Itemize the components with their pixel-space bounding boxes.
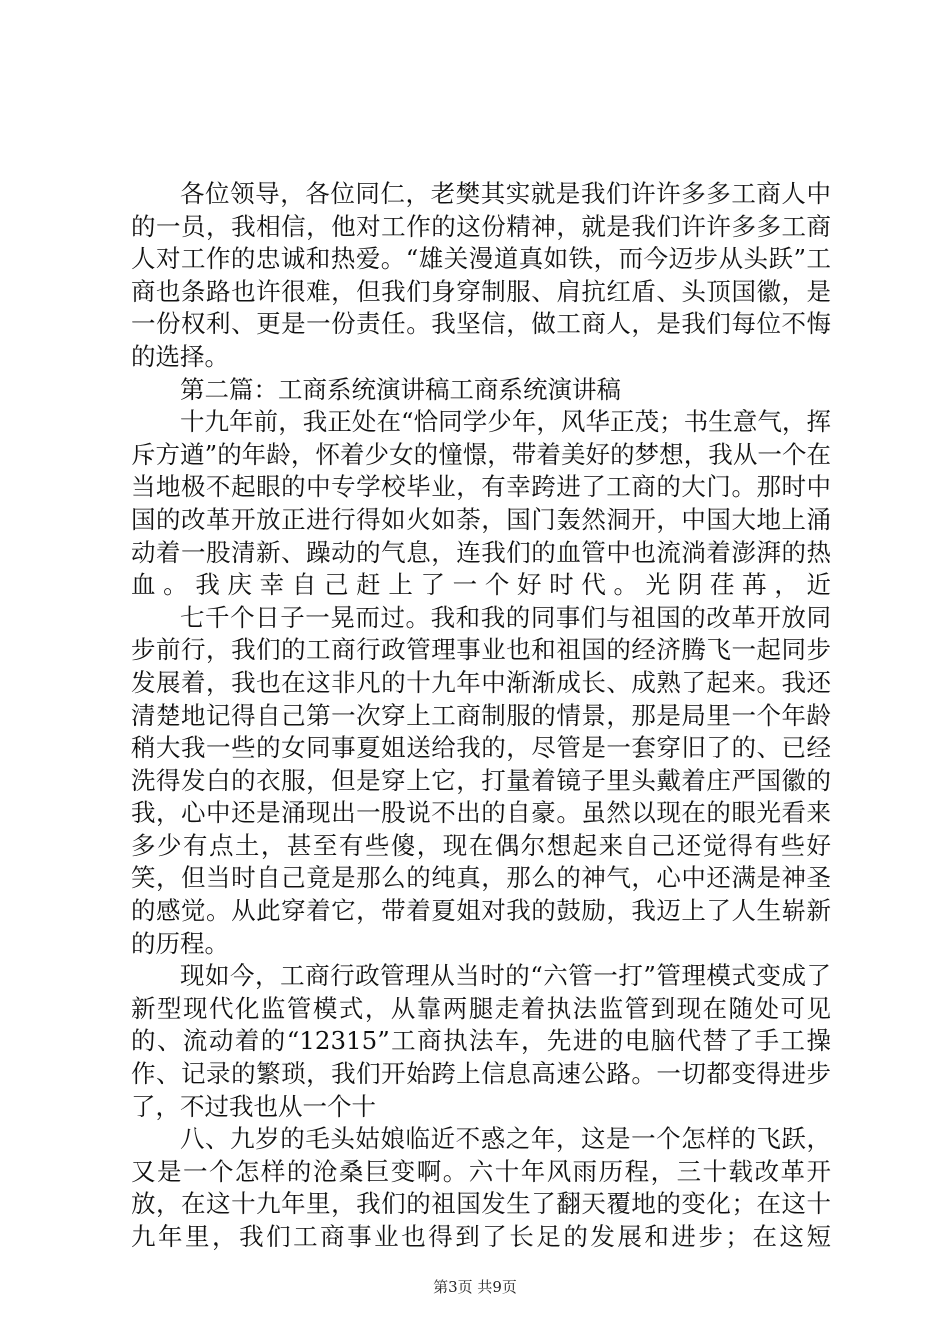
- section-heading: 第二篇：工商系统演讲稿工商系统演讲稿: [180, 374, 621, 404]
- document-body: [131, 178, 831, 1254]
- paragraph-intro: 十九年前，我正处在“恰同学少年，风华正茂；书生意气，挥斥方遒”的年龄，怀着少女的憧憬，带着美好的梦想，我从一个在当地极不起眼的中专学校毕业，有幸跨进了工商的大门。那时中国的改革开放正进行得如火如荼，国门轰然洞开，中国大地上涌动着一股清新、躁动的气息，连我们的血管中也流淌着澎湃的热血。我庆幸自己赶上了一个好时代。光阴荏苒，近: [131, 407, 831, 600]
- paragraph-modern: 现如今，工商行政管理从当时的“六管一打”管理模式变成了新型现代化监管模式，从靠两腿走着执法监管到现在随处可见的、流动着的“12315”工商执法车，先进的电脑代替了手工操作、记录的繁琐，我们开始跨上信息高速公路。一切都变得进步了，不过我也从一个十: [131, 961, 831, 1121]
- paragraph-closing: 各位领导，各位同仁，老樊其实就是我们许许多多工商人中的一员，我相信，他对工作的这份精神，就是我们许许多多工商人对工作的忠诚和热爱。“雄关漫道真如铁，而今迈步从头跃”工商也条路也许很难，但我们身穿制服、肩抗红盾、头顶国徽，是一份权利、更是一份责任。我坚信，做工商人，是我们每位不悔的选择。: [131, 179, 831, 371]
- page-number: 第3页 共9页: [433, 1278, 517, 1296]
- paragraph-memory: 七千个日子一晃而过。我和我的同事们与祖国的改革开放同步前行，我们的工商行政管理事业也和祖国的经济腾飞一起同步发展着，我也在这非凡的十九年中渐渐成长、成熟了起来。我还清楚地记得自己第一次穿上工商制服的情景，那是局里一个年龄稍大我一些的女同事夏姐送给我的，尽管是一套穿旧了的、已经洗得发白的衣服，但是穿上它，打量着镜子里头戴着庄严国徽的我，心中还是涌现出一股说不出的自豪。虽然以现在的眼光看来多少有点土，甚至有些傻，现在偶尔想起来自己还觉得有些好笑，但当时自己竟是那么的纯真，那么的神气，心中还满是神圣的感觉。从此穿着它，带着夏姐对我的鼓励，我迈上了人生崭新的历程。: [131, 602, 831, 958]
- paragraph-change: 八、九岁的毛头姑娘临近不惑之年，这是一个怎样的飞跃，又是一个怎样的沧桑巨变啊。六十年风雨历程，三十载改革开放，在这十九年里，我们的祖国发生了翻天覆地的变化；在这十九年里，我们工商事业也得到了长足的发展和进步；在这短: [131, 1124, 831, 1251]
